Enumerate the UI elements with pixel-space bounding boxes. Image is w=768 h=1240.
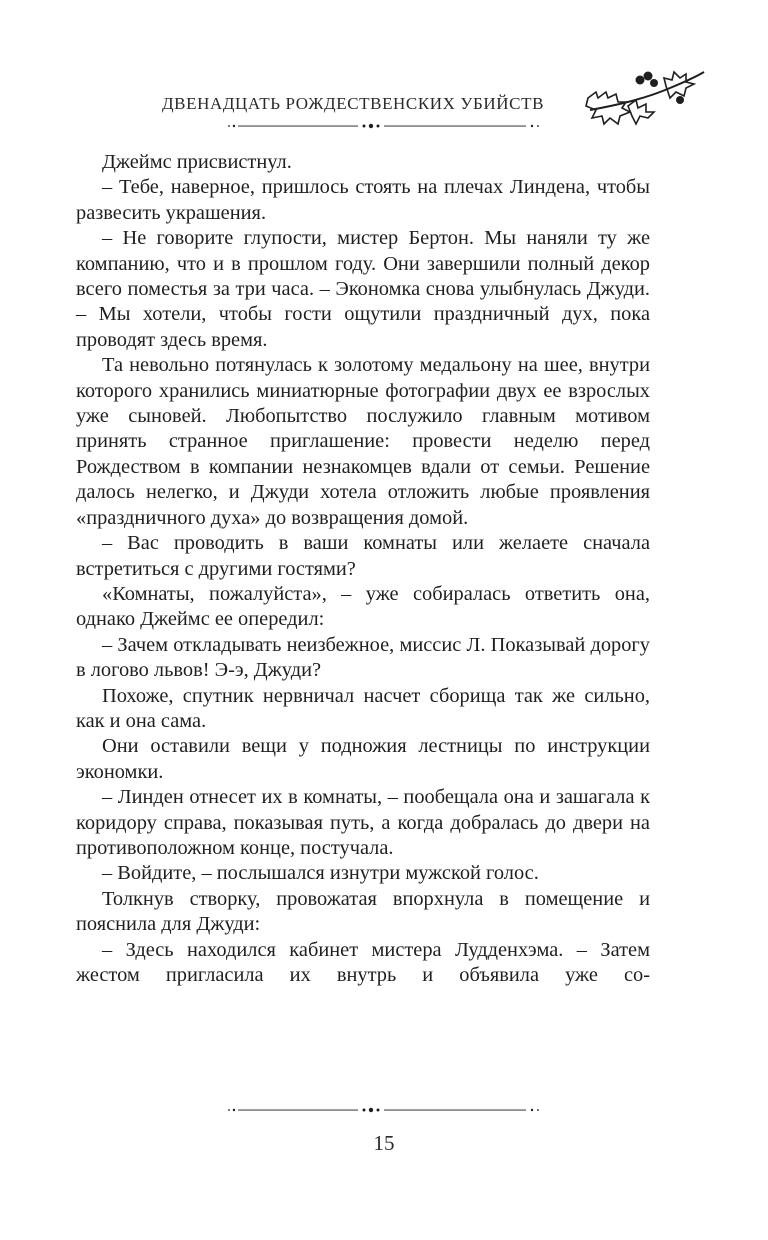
page-number: 15 bbox=[373, 1131, 395, 1155]
paragraph-6: «Комнаты, пожалуйста», – уже собиралась ответить она, однако Джеймс ее опередил: bbox=[76, 582, 650, 631]
paragraph-3: – Не говорите глупости, мистер Бертон. Мы наняли ту же компанию, что и в прошлом году. Они завершили полный декор всего поместья за три часа. – Экономка снова улыбнулась Джуди. – Мы хотели, чтобы гости ощутили праздничный дух, пока проводят здесь время. bbox=[76, 227, 650, 351]
paragraph-12: Толкнув створку, провожатая впорхнула в помещение и пояснила для Джуди: bbox=[76, 887, 650, 936]
paragraph-9: Они оставили вещи у подножия лестницы по инструкции экономки. bbox=[76, 735, 650, 783]
paragraph-4: Та невольно потянулась к золотому медальону на шее, внутри которого хранились миниатюрные фотографии двух ее взрослых уже сыновей. Любопытство послужило главным мотивом принять странное приглашение: провести неделю перед Рождеством в компании незнакомцев вдали от семьи. Решение далось нелегко, и Джуди хотела отложить любые проявления «праздничного духа» до возвращения домой. bbox=[76, 354, 650, 529]
footer-divider bbox=[226, 1105, 542, 1115]
running-header-title: ДВЕНАДЦАТЬ РОЖДЕСТВЕНСКИХ УБИЙСТВ bbox=[161, 94, 545, 113]
holly-sprig-icon bbox=[582, 66, 712, 136]
paragraph-11: – Войдите, – послышался изнутри мужской голос. bbox=[102, 862, 539, 885]
paragraph-2: – Тебе, наверное, пришлось стоять на плечах Линдена, чтобы развесить украшения. bbox=[76, 176, 650, 224]
paragraph-10: – Линден отнесет их в комнаты, – пообещала она и зашагала к коридору справа, показывая путь, а когда добралась до двери на противоположном конце, постучала. bbox=[76, 786, 650, 859]
chapter-text bbox=[76, 150, 650, 988]
paragraph-13: – Здесь находился кабинет мистера Лудденхэма. – Затем жестом пригласила их внутрь и объявила уже со- bbox=[76, 938, 650, 986]
header-divider bbox=[226, 121, 542, 131]
paragraph-5: – Вас проводить в ваши комнаты или желаете сначала встретиться с другими гостями? bbox=[76, 532, 650, 580]
paragraph-8: Похоже, спутник нервничал насчет сборища так же сильно, как и она сама. bbox=[76, 684, 650, 732]
paragraph-1: Джеймс присвистнул. bbox=[102, 151, 292, 173]
paragraph-7: – Зачем откладывать неизбежное, миссис Л. Показывай дорогу в логово львов! Э-э, Джуди? bbox=[76, 633, 650, 682]
